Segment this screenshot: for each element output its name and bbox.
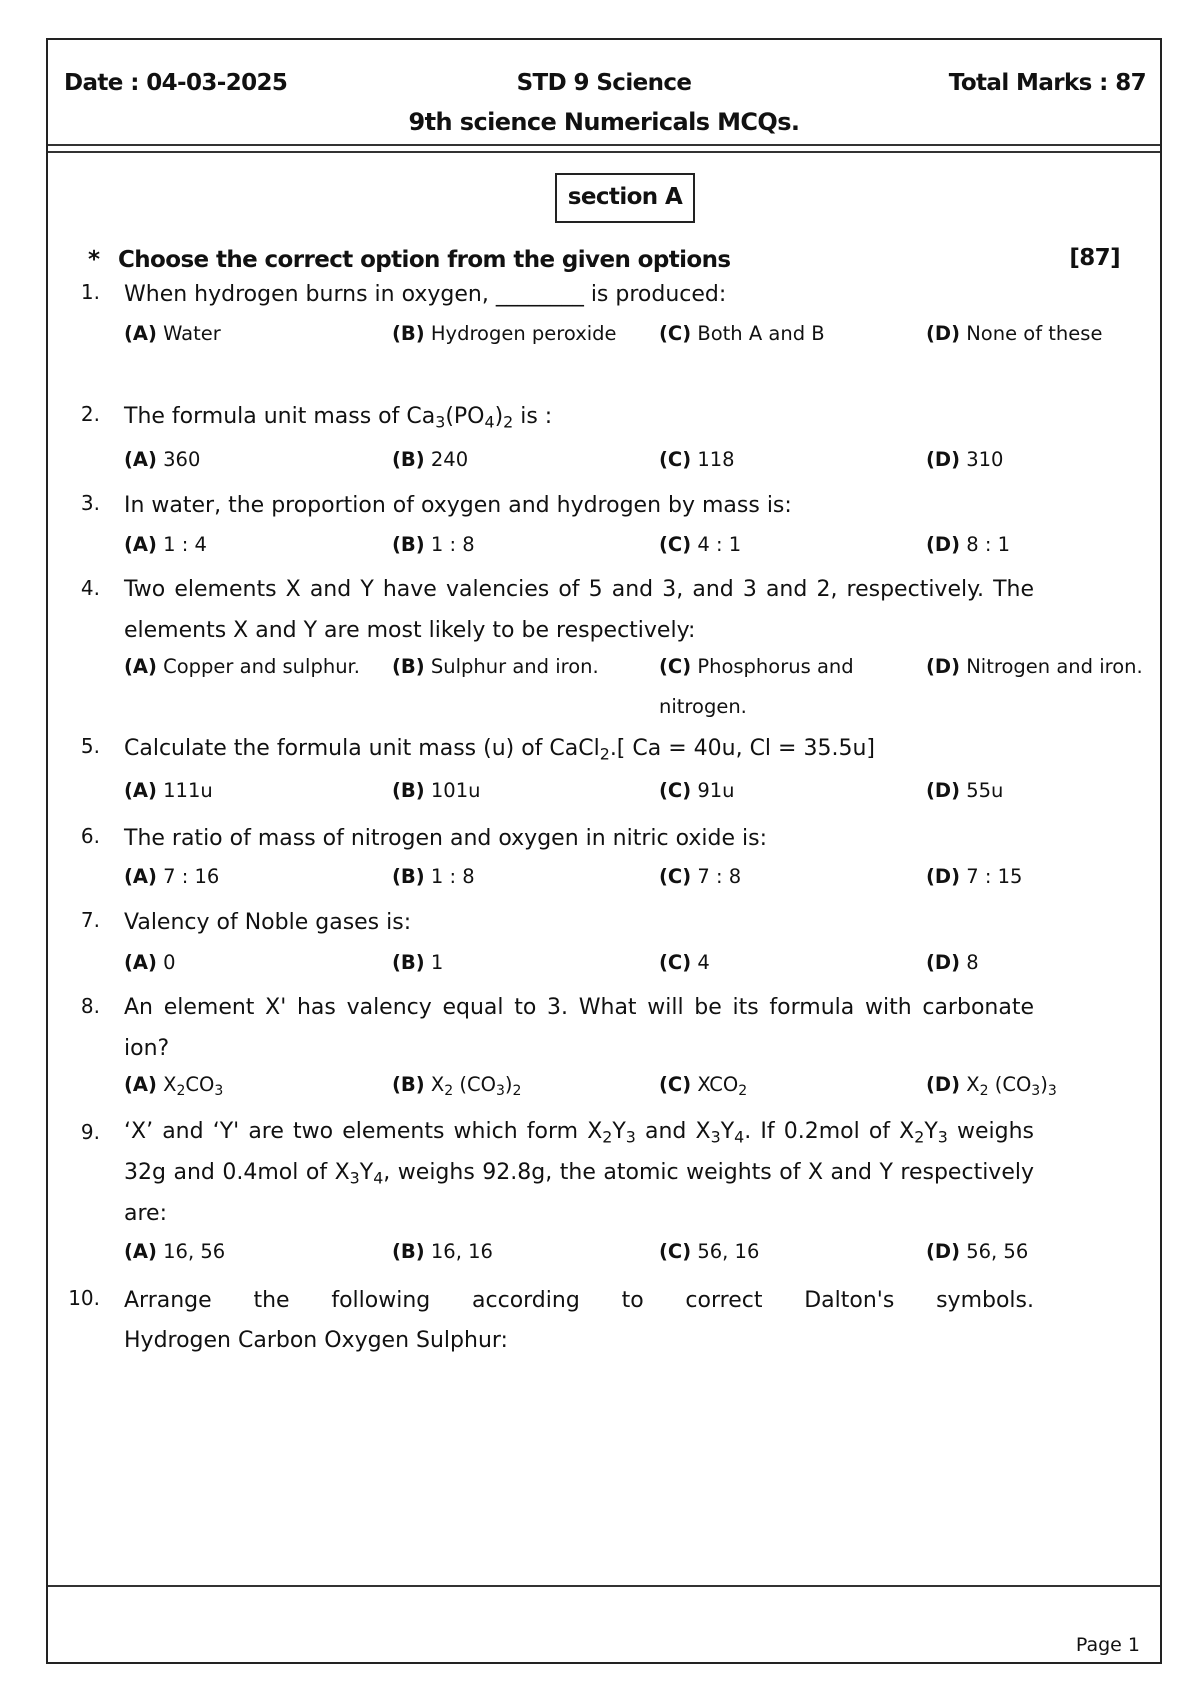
instruction-text: Choose the correct option from the given options <box>118 247 731 273</box>
option-a: (A) $X_2CO_3$ <box>124 1073 224 1099</box>
date-label: Date : 04-03-2025 <box>64 70 288 96</box>
option-b: (B) 101u <box>392 779 481 802</box>
option-d: (D) $X_2$ $(CO_3)_3$ <box>926 1073 1057 1099</box>
question-text: ‘X’ and ‘Y' are two elements which form $X_2Y_3$ and $X_3Y_4$. If 0.2mol of $X_2Y_3$ weighs 32g and 0.4mol of $X_3Y_4$, weighs 92.8g, the atomic weights of X and Y respectively are: <box>124 1119 1035 1226</box>
header-divider-2 <box>48 151 1160 153</box>
option-d: (D) 7 : 15 <box>926 865 1023 888</box>
option-c: (C) Phosphorus and nitrogen. <box>659 655 854 718</box>
question-number: 6. <box>80 824 100 848</box>
question-number: 2. <box>80 402 100 426</box>
option-a: (A) 16, 56 <box>124 1240 226 1263</box>
option-a: (A) 7 : 16 <box>124 865 220 888</box>
question-text: The ratio of mass of nitrogen and oxygen in nitric oxide is: <box>124 826 768 851</box>
section-heading: section A <box>555 173 695 223</box>
question-text: An element X' has valency equal to 3. What will be its formula with carbonate ion? <box>124 995 1034 1061</box>
option-c: (C) $XCO_2$ <box>659 1073 748 1099</box>
option-d: (D) 55u <box>926 779 1004 802</box>
question-number: 1. <box>80 280 100 304</box>
option-c: (C) 7 : 8 <box>659 865 742 888</box>
option-a: (A) 1 : 4 <box>124 533 207 556</box>
subject-label: STD 9 Science <box>516 70 692 96</box>
question-text: Two elements X and Y have valencies of 5 and 3, and 3 and 2, respectively. The elements X and Y are most likely to be respectively: <box>124 577 1034 643</box>
question-number: 8. <box>80 994 100 1018</box>
option-c: (C) 4 : 1 <box>659 533 742 556</box>
paper-title: 9th science Numericals MCQs. <box>408 108 800 136</box>
question-text: Valency of Noble gases is: <box>124 910 412 935</box>
bullet-star: * <box>88 247 100 273</box>
option-d: (D) None of these <box>926 322 1103 345</box>
instruction-row <box>88 247 730 273</box>
option-b: (B) 1 : 8 <box>392 865 475 888</box>
option-d: (D) 310 <box>926 448 1004 471</box>
page-number: Page 1 <box>1075 1634 1140 1656</box>
option-b: (B) 240 <box>392 448 469 471</box>
option-c: (C) 56, 16 <box>659 1240 760 1263</box>
question-number: 4. <box>80 576 100 600</box>
option-b: (B) $X_2$ $(CO_3)_2$ <box>392 1073 522 1099</box>
page-frame <box>46 38 1162 1664</box>
question-text: Calculate the formula unit mass (u) of CaCl$_2$.[ Ca = 40u, Cl = 35.5u] <box>124 736 875 764</box>
footer-divider <box>48 1585 1160 1587</box>
option-d: (D) 56, 56 <box>926 1240 1029 1263</box>
option-b: (B) 16, 16 <box>392 1240 493 1263</box>
option-c: (C) 4 <box>659 951 710 974</box>
question-number: 9. <box>80 1120 100 1144</box>
option-a: (A) 360 <box>124 448 201 471</box>
option-a: (A) Water <box>124 322 221 345</box>
option-d: (D) Nitrogen and iron. <box>926 655 1143 678</box>
option-b: (B) 1 : 8 <box>392 533 475 556</box>
option-d: (D) 8 <box>926 951 979 974</box>
question-number: 5. <box>80 734 100 758</box>
header-divider <box>48 144 1160 146</box>
option-b: (B) Hydrogen peroxide <box>392 322 617 345</box>
question-number: 7. <box>80 908 100 932</box>
question-text-line-2: Hydrogen Carbon Oxygen Sulphur: <box>124 1328 508 1353</box>
option-b: (B) Sulphur and iron. <box>392 655 599 678</box>
option-a: (A) 0 <box>124 951 176 974</box>
section-marks: [87] <box>1069 245 1120 271</box>
option-d: (D) 8 : 1 <box>926 533 1010 556</box>
option-c: (C) 91u <box>659 779 735 802</box>
question-number: 10. <box>68 1286 100 1310</box>
option-c: (C) 118 <box>659 448 735 471</box>
question-text: The formula unit mass of $Ca_3(PO_4)_2$ is : <box>124 404 553 432</box>
total-marks-label: Total Marks : 87 <box>948 70 1146 96</box>
option-a: (A) Copper and sulphur. <box>124 655 360 678</box>
option-a: (A) 111u <box>124 779 213 802</box>
option-c: (C) Both A and B <box>659 322 825 345</box>
question-text: In water, the proportion of oxygen and hydrogen by mass is: <box>124 493 792 518</box>
question-number: 3. <box>80 491 100 515</box>
question-text: Arrange the following according to correct Dalton's symbols. <box>124 1288 1034 1313</box>
option-b: (B) 1 <box>392 951 444 974</box>
question-text: When hydrogen burns in oxygen, ________ is produced: <box>124 282 727 307</box>
